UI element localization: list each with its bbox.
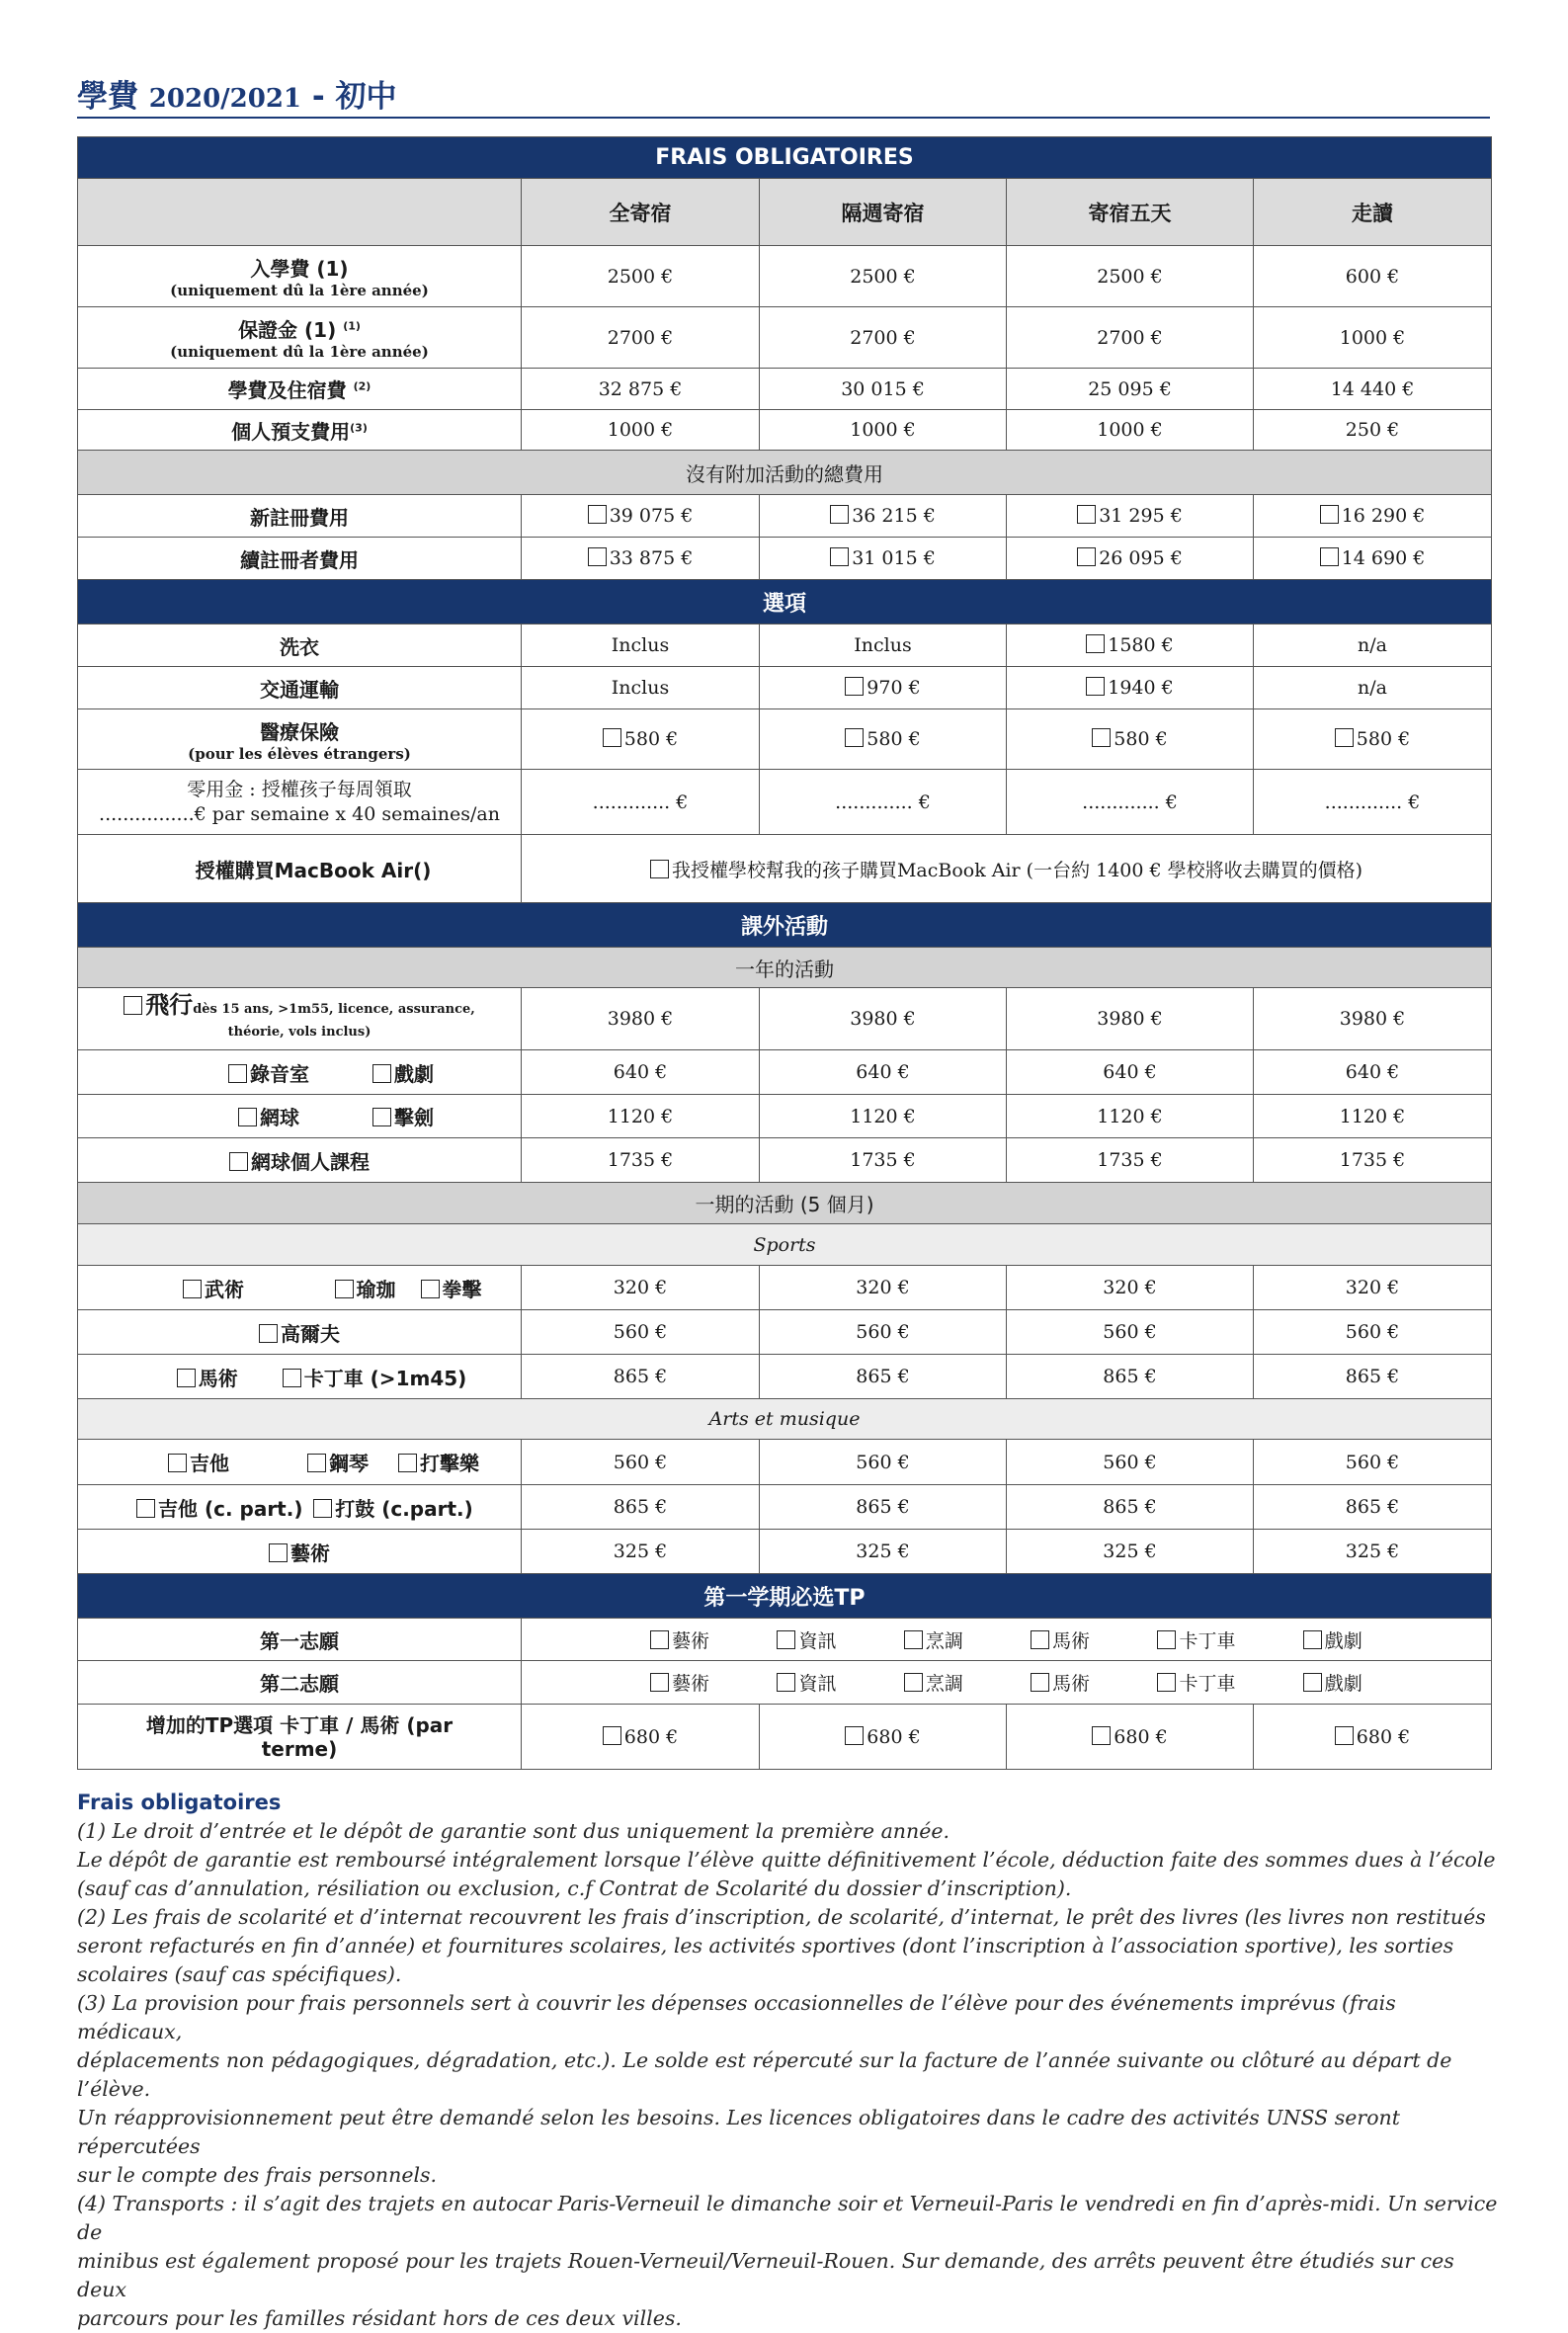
tp-option-riding[interactable]: 馬術: [1031, 1669, 1090, 1696]
footnote-line: seront refacturés en fin d’année) et fournitures scolaires, les activités sportives (dont l’inscription à l’association sportive), les sorties: [77, 1934, 1454, 1958]
footnote-line: (1) Le droit d’entrée et le dépôt de garantie sont dus uniquement la première année.: [77, 1819, 949, 1843]
row-laundry: [78, 625, 1492, 667]
new-reg-value: 31 295 €: [1099, 505, 1183, 527]
checkbox[interactable]: [777, 1630, 795, 1649]
checkbox[interactable]: [228, 1064, 247, 1083]
pocket-label: 零用金 : 授權孩子每周領取: [187, 778, 412, 800]
footnotes-title: Frais obligatoires: [77, 1791, 282, 1814]
new-reg-option[interactable]: [760, 495, 1007, 538]
checkbox[interactable]: [1320, 505, 1339, 524]
piano-label: 鋼琴: [329, 1452, 369, 1475]
macbook-label: 授權購買MacBook Air(): [78, 835, 522, 903]
re-reg-option[interactable]: [1007, 538, 1254, 580]
guitar-private-option[interactable]: [125, 1493, 313, 1522]
col-five-day: 寄宿五天: [1007, 179, 1254, 246]
value-cell: 560 €: [760, 1440, 1007, 1485]
medical-value: 580 €: [867, 728, 921, 750]
value-cell: 2700 €: [522, 307, 760, 369]
value-cell: 1120 €: [522, 1095, 760, 1138]
martial-option[interactable]: [118, 1274, 310, 1302]
medical-option[interactable]: [1007, 709, 1254, 770]
row-guitar-private: [78, 1485, 1492, 1530]
section-tp: 第一学期必选TP: [78, 1574, 1492, 1619]
checkbox[interactable]: [1303, 1630, 1322, 1649]
checkbox[interactable]: [1320, 547, 1339, 566]
checkbox[interactable]: [1086, 677, 1105, 696]
value-cell: 600 €: [1254, 246, 1492, 307]
drums-option[interactable]: [313, 1496, 473, 1521]
value-cell: 320 €: [1007, 1266, 1254, 1310]
checkbox[interactable]: [269, 1543, 288, 1562]
guitar-option[interactable]: [120, 1448, 278, 1476]
fencing-option[interactable]: [372, 1108, 434, 1129]
value-cell: 1735 €: [522, 1138, 760, 1183]
re-reg-label: 續註冊者費用: [78, 538, 522, 580]
medical-value: 580 €: [1114, 728, 1168, 750]
value-cell: 865 €: [1007, 1355, 1254, 1399]
flying-label: 飛行: [145, 991, 194, 1019]
second-choice-label: 第二志願: [78, 1661, 522, 1705]
checkbox[interactable]: [650, 860, 669, 878]
checkbox[interactable]: [313, 1499, 332, 1518]
section-options: 選項: [78, 580, 1492, 625]
checkbox[interactable]: [1092, 728, 1111, 747]
boxing-option[interactable]: [421, 1277, 482, 1301]
col-full-board: 全寄宿: [522, 179, 760, 246]
checkbox[interactable]: [398, 1454, 417, 1472]
tuition-sup: (2): [353, 379, 371, 393]
value-cell: 32 875 €: [522, 369, 760, 410]
value-cell: n/a: [1254, 625, 1492, 667]
tp-option-art[interactable]: 藝術: [650, 1669, 709, 1696]
row-pocket-money: [78, 770, 1492, 835]
value-cell: 560 €: [1007, 1440, 1254, 1485]
entry-sub: (uniquement dû la 1ère année): [170, 282, 429, 299]
value-cell: 1000 €: [1254, 307, 1492, 369]
column-header-row: [78, 179, 1492, 246]
footnote-line: (3) La provision pour frais personnels sert à couvrir les dépenses occasionnelles de l’élève pour des événements imprévus (frais médicaux,: [77, 1991, 1396, 2043]
medical-label: 醫療保險: [260, 719, 339, 744]
footnote-line: scolaires (sauf cas spécifiques).: [77, 1962, 402, 1986]
value-cell: 30 015 €: [760, 369, 1007, 410]
value-cell: 2700 €: [760, 307, 1007, 369]
pocket-input[interactable]: ............. €: [1254, 770, 1492, 835]
checkbox[interactable]: [830, 505, 849, 524]
checkbox[interactable]: [136, 1499, 155, 1518]
row-art: [78, 1530, 1492, 1574]
checkbox[interactable]: [1077, 505, 1096, 524]
checkbox[interactable]: [283, 1369, 301, 1387]
extra-tp-label: 增加的TP選項 卡丁車 / 馬術 (par terme): [78, 1705, 522, 1770]
new-reg-option[interactable]: [1254, 495, 1492, 538]
value-cell: 560 €: [522, 1440, 760, 1485]
checkbox[interactable]: [830, 547, 849, 566]
checkbox[interactable]: [1335, 728, 1354, 747]
re-reg-option[interactable]: [522, 538, 760, 580]
tp-option-riding[interactable]: 馬術: [1031, 1626, 1090, 1653]
checkbox[interactable]: [421, 1280, 440, 1298]
title-cn: 學費: [77, 79, 138, 115]
golf-label: 高爾夫: [281, 1321, 340, 1346]
tp-option-karting[interactable]: 卡丁車: [1157, 1626, 1235, 1653]
row-first-choice: [78, 1619, 1492, 1661]
checkbox[interactable]: [259, 1324, 278, 1343]
row-macbook: [78, 835, 1492, 903]
extra-tp-option[interactable]: [1007, 1705, 1254, 1770]
row-re-registration: [78, 538, 1492, 580]
value-cell: 1120 €: [1007, 1095, 1254, 1138]
value-cell: 3980 €: [1254, 988, 1492, 1050]
checkbox[interactable]: [124, 996, 142, 1015]
yoga-label: 瑜珈: [356, 1277, 396, 1301]
medical-option[interactable]: [522, 709, 760, 770]
header-empty: [78, 179, 522, 246]
col-biweekly: 隔週寄宿: [760, 179, 1007, 246]
riding-label: 馬術: [198, 1366, 238, 1390]
footnote-line: Un réapprovisionnement peut être demandé selon les besoins. Les licences obligatoires dans le cadre des activités UNSS seront répercutées: [77, 2106, 1400, 2158]
medical-value: 580 €: [623, 728, 679, 750]
checkbox[interactable]: [177, 1369, 196, 1387]
footnotes: [77, 1789, 1500, 2333]
guitar-label: 吉他: [190, 1452, 229, 1475]
transport-label: 交通運輸: [78, 667, 522, 709]
karting-option[interactable]: [283, 1366, 467, 1390]
tp-option-art[interactable]: 藝術: [650, 1626, 709, 1653]
value-cell: Inclus: [522, 667, 760, 709]
medical-option[interactable]: [1254, 709, 1492, 770]
value-cell: 3980 €: [760, 988, 1007, 1050]
tp-option-drama[interactable]: 戲劇: [1303, 1669, 1362, 1696]
section-mandatory: FRAIS OBLIGATOIRES: [78, 137, 1492, 179]
tp-options-second: [528, 1669, 1485, 1696]
medical-value: 580 €: [1356, 728, 1411, 750]
medical-option[interactable]: [760, 709, 1007, 770]
drama-option[interactable]: [372, 1061, 434, 1086]
martial-label: 武術: [205, 1277, 244, 1301]
footnote-line: Le dépôt de garantie est remboursé intégralement lorsque l’élève quitte définitivement l’école, déduction faite des sommes dues à l’école: [77, 1848, 1496, 1872]
footnote-line: (4) Transports : il s’agit des trajets en autocar Paris-Verneuil le dimanche soir et Verneuil-Paris le vendredi en fin d’après-midi. Un service de: [77, 2192, 1498, 2244]
footnote-line: (sauf cas d’annulation, résiliation ou exclusion, c.f Contrat de Scolarité du dossier d’inscription).: [77, 1876, 1072, 1900]
transport-option[interactable]: [1007, 667, 1254, 709]
medical-sub: (pour les élèves étrangers): [188, 744, 411, 763]
laundry-label: 洗衣: [78, 625, 522, 667]
value-cell: 320 €: [522, 1266, 760, 1310]
laundry-option[interactable]: [1007, 625, 1254, 667]
extra-tp-value: 680 €: [1356, 1725, 1411, 1748]
value-cell: 865 €: [760, 1485, 1007, 1530]
row-flying: [78, 988, 1492, 1050]
tp-option-it[interactable]: 資訊: [777, 1669, 836, 1696]
section-arts: Arts et musique: [78, 1399, 1492, 1440]
deposit-sup: (1): [343, 319, 361, 333]
new-reg-value: 16 290 €: [1341, 505, 1426, 527]
checkbox[interactable]: [650, 1630, 669, 1649]
tp-option-cooking[interactable]: 烹調: [904, 1626, 963, 1653]
value-cell: 325 €: [1254, 1530, 1492, 1574]
deposit-label: 保證金 (1): [238, 318, 337, 342]
piano-option[interactable]: [278, 1448, 398, 1476]
checkbox[interactable]: [845, 677, 864, 696]
value-cell: 320 €: [1254, 1266, 1492, 1310]
value-cell: 2700 €: [1007, 307, 1254, 369]
value-cell: 640 €: [760, 1050, 1007, 1095]
checkbox[interactable]: [1303, 1673, 1322, 1692]
new-reg-label: 新註冊費用: [78, 495, 522, 538]
checkbox[interactable]: [845, 728, 864, 747]
value-cell: 560 €: [760, 1310, 1007, 1355]
row-martial-arts: [78, 1266, 1492, 1310]
tp-options-first: [528, 1626, 1485, 1653]
re-reg-value: 31 015 €: [852, 547, 936, 569]
value-cell: 865 €: [760, 1355, 1007, 1399]
section-extracurricular: 課外活動: [78, 903, 1492, 948]
golf-option[interactable]: [78, 1310, 522, 1355]
value-cell: 865 €: [1254, 1355, 1492, 1399]
checkbox[interactable]: [777, 1673, 795, 1692]
studio-label: 錄音室: [250, 1061, 309, 1086]
row-tennis: [78, 1095, 1492, 1138]
tennis-private-label: 網球個人課程: [251, 1149, 370, 1174]
first-choice-label: 第一志願: [78, 1619, 522, 1661]
row-extra-tp: [78, 1705, 1492, 1770]
drama-label: 戲劇: [394, 1061, 434, 1086]
checkbox[interactable]: [372, 1064, 391, 1083]
checkbox[interactable]: [1157, 1673, 1176, 1692]
checkbox[interactable]: [229, 1152, 248, 1171]
title-year: 2020/2021: [148, 84, 302, 114]
value-cell: Inclus: [522, 625, 760, 667]
re-reg-option[interactable]: [1254, 538, 1492, 580]
title-rule: [77, 117, 1490, 119]
checkbox[interactable]: [603, 1726, 621, 1745]
deposit-sub: (uniquement dû la 1ère année): [170, 343, 429, 361]
value-cell: 1735 €: [760, 1138, 1007, 1183]
checkbox[interactable]: [1031, 1630, 1049, 1649]
value-cell: 325 €: [522, 1530, 760, 1574]
flying-note: dès 15 ans, >1m55, licence, assurance,: [193, 1002, 475, 1017]
fees-table: [77, 136, 1492, 1770]
row-entry-fee: [78, 246, 1492, 307]
row-guitar: [78, 1440, 1492, 1485]
personal-sup: (3): [350, 420, 368, 434]
transport-value: 970 €: [867, 677, 921, 699]
new-reg-value: 39 075 €: [609, 505, 694, 527]
value-cell: 1000 €: [760, 410, 1007, 451]
re-reg-value: 33 875 €: [609, 547, 694, 569]
boxing-label: 拳擊: [442, 1277, 482, 1301]
value-cell: 560 €: [1254, 1440, 1492, 1485]
footnote-line: minibus est également proposé pour les trajets Rouen-Verneuil/Verneuil-Rouen. Sur demande, des arrêts peuvent être étudiés sur ces deux: [77, 2249, 1454, 2301]
footnote-line: (2) Les frais de scolarité et d’internat recouvrent les frais d’inscription, de scolarité, d’internat, le prêt des livres (les livres non restitués: [77, 1905, 1486, 1929]
checkbox[interactable]: [1157, 1630, 1176, 1649]
value-cell: 865 €: [522, 1485, 760, 1530]
extra-tp-value: 680 €: [1114, 1725, 1168, 1748]
art-option[interactable]: [78, 1530, 522, 1574]
section-total: 沒有附加活動的總費用: [78, 451, 1492, 495]
row-tuition: [78, 369, 1492, 410]
checkbox[interactable]: [1031, 1673, 1049, 1692]
yoga-option[interactable]: [310, 1274, 421, 1302]
checkbox[interactable]: [183, 1280, 202, 1298]
new-reg-option[interactable]: [522, 495, 760, 538]
row-second-choice: [78, 1661, 1492, 1705]
extra-tp-value: 680 €: [867, 1725, 921, 1748]
row-studio: [78, 1050, 1492, 1095]
row-transport: [78, 667, 1492, 709]
section-sports: Sports: [78, 1224, 1492, 1266]
row-riding: [78, 1355, 1492, 1399]
page-title: [77, 71, 397, 116]
value-cell: 325 €: [760, 1530, 1007, 1574]
tp-option-it[interactable]: 資訊: [777, 1626, 836, 1653]
row-deposit: [78, 307, 1492, 369]
row-tennis-private: [78, 1138, 1492, 1183]
macbook-authorization[interactable]: [522, 835, 1492, 903]
value-cell: 3980 €: [1007, 988, 1254, 1050]
checkbox[interactable]: [307, 1454, 326, 1472]
pocket-input[interactable]: ............. €: [760, 770, 1007, 835]
section-yearly: 一年的活動: [78, 948, 1492, 988]
macbook-text: 我授權學校幫我的孩子購買MacBook Air (一台約 1400 € 學校將收去購買的價格): [671, 859, 1363, 881]
transport-option[interactable]: [760, 667, 1007, 709]
tennis-option[interactable]: [165, 1102, 372, 1130]
entry-label: 入學費 (1): [250, 257, 349, 281]
value-cell: 640 €: [1007, 1050, 1254, 1095]
value-cell: n/a: [1254, 667, 1492, 709]
row-new-registration: [78, 495, 1492, 538]
value-cell: 865 €: [1007, 1485, 1254, 1530]
checkbox[interactable]: [372, 1108, 391, 1126]
checkbox[interactable]: [904, 1630, 923, 1649]
value-cell: 640 €: [1254, 1050, 1492, 1095]
value-cell: 25 095 €: [1007, 369, 1254, 410]
value-cell: 14 440 €: [1254, 369, 1492, 410]
re-reg-value: 14 690 €: [1341, 547, 1426, 569]
checkbox[interactable]: [1335, 1726, 1354, 1745]
value-cell: 560 €: [522, 1310, 760, 1355]
checkbox[interactable]: [603, 728, 621, 747]
value-cell: 560 €: [1007, 1310, 1254, 1355]
tuition-label: 學費及住宿費: [227, 378, 347, 402]
checkbox[interactable]: [904, 1673, 923, 1692]
value-cell: 1000 €: [522, 410, 760, 451]
footnote-line: sur le compte des frais personnels.: [77, 2163, 438, 2187]
value-cell: 560 €: [1254, 1310, 1492, 1355]
new-reg-value: 36 215 €: [852, 505, 936, 527]
tennis-private-option[interactable]: [78, 1138, 522, 1183]
checkbox[interactable]: [238, 1108, 257, 1126]
new-reg-option[interactable]: [1007, 495, 1254, 538]
flying-option[interactable]: [78, 988, 522, 1050]
drums-label: 打鼓 (c.part.): [335, 1496, 473, 1521]
tp-option-karting[interactable]: 卡丁車: [1157, 1669, 1235, 1696]
value-cell: 325 €: [1007, 1530, 1254, 1574]
checkbox[interactable]: [588, 505, 607, 524]
checkbox[interactable]: [1086, 634, 1105, 653]
checkbox[interactable]: [650, 1673, 669, 1692]
value-cell: 2500 €: [522, 246, 760, 307]
tennis-label: 網球: [260, 1106, 299, 1129]
value-cell: 1735 €: [1007, 1138, 1254, 1183]
re-reg-option[interactable]: [760, 538, 1007, 580]
transport-value: 1940 €: [1108, 677, 1174, 699]
art-label: 藝術: [290, 1541, 330, 1565]
extra-tp-option[interactable]: [760, 1705, 1007, 1770]
checkbox[interactable]: [335, 1280, 354, 1298]
extra-tp-option[interactable]: [1254, 1705, 1492, 1770]
percussion-option[interactable]: [398, 1454, 479, 1475]
checkbox[interactable]: [1077, 547, 1096, 566]
value-cell: 2500 €: [760, 246, 1007, 307]
row-medical: [78, 709, 1492, 770]
checkbox[interactable]: [588, 547, 607, 566]
value-cell: 3980 €: [522, 988, 760, 1050]
checkbox[interactable]: [1092, 1726, 1111, 1745]
pocket-input[interactable]: ............. €: [1007, 770, 1254, 835]
value-cell: 2500 €: [1007, 246, 1254, 307]
guitar-private-label: 吉他 (c. part.): [157, 1496, 303, 1521]
value-cell: 320 €: [760, 1266, 1007, 1310]
riding-option[interactable]: [132, 1363, 283, 1391]
value-cell: 1000 €: [1007, 410, 1254, 451]
checkbox[interactable]: [168, 1454, 187, 1472]
flying-note2: théorie, vols inclus): [227, 1025, 371, 1040]
laundry-value: 1580 €: [1108, 634, 1174, 656]
title-suffix: - 初中: [311, 79, 397, 115]
tp-option-cooking[interactable]: 烹調: [904, 1669, 963, 1696]
value-cell: 1120 €: [1254, 1095, 1492, 1138]
col-day-student: 走讀: [1254, 179, 1492, 246]
value-cell: 250 €: [1254, 410, 1492, 451]
personal-label: 個人預支費用: [231, 419, 351, 444]
fencing-label: 擊劍: [394, 1106, 434, 1129]
re-reg-value: 26 095 €: [1099, 547, 1183, 569]
percussion-label: 打擊樂: [420, 1452, 479, 1475]
value-cell: 640 €: [522, 1050, 760, 1095]
footnote-line: parcours pour les familles résidant hors de ces deux villes.: [77, 2306, 682, 2330]
row-golf: [78, 1310, 1492, 1355]
row-personal: [78, 410, 1492, 451]
value-cell: 865 €: [522, 1355, 760, 1399]
value-cell: 865 €: [1254, 1485, 1492, 1530]
checkbox[interactable]: [845, 1726, 864, 1745]
tp-option-drama[interactable]: 戲劇: [1303, 1626, 1362, 1653]
value-cell: 1120 €: [760, 1095, 1007, 1138]
extra-tp-value: 680 €: [623, 1725, 679, 1748]
value-cell: 1735 €: [1254, 1138, 1492, 1183]
karting-label: 卡丁車 (>1m45): [303, 1366, 467, 1390]
footnote-line: déplacements non pédagogiques, dégradation, etc.). Le solde est répercuté sur la facture de l’année suivante ou clôturé au départ de l’élève.: [77, 2048, 1452, 2101]
pocket-sub: ................€ par semaine x 40 semaines/an: [99, 802, 500, 825]
value-cell: Inclus: [760, 625, 1007, 667]
extra-tp-option[interactable]: [522, 1705, 760, 1770]
section-period: 一期的活動 (5 個月): [78, 1183, 1492, 1224]
pocket-input[interactable]: ............. €: [522, 770, 760, 835]
studio-option[interactable]: [165, 1058, 372, 1087]
